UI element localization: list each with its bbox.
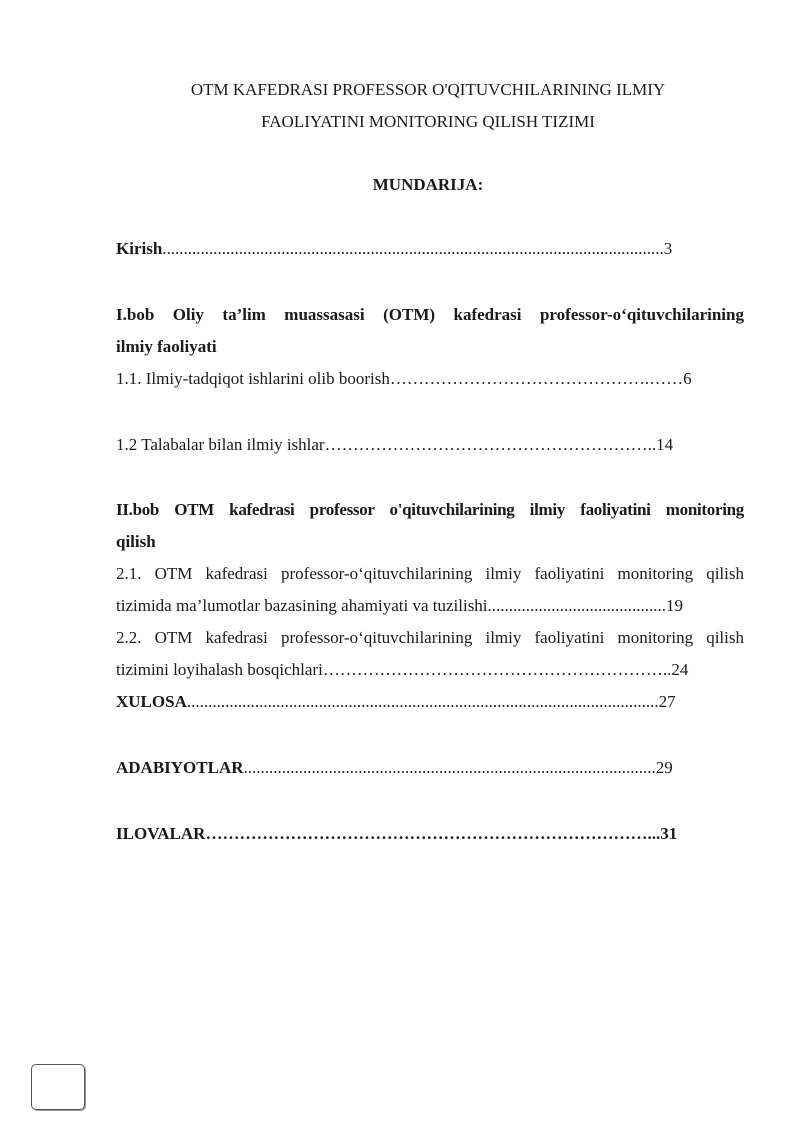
toc-chapter1-line2: [116, 331, 744, 363]
toc-entry-1-2: [116, 429, 744, 461]
toc-chapter1-title: I.bob Oliy ta’lim muassasasi (OTM) kafedrasi professor-o‘qituvchilarining: [116, 305, 744, 324]
toc-page-number: 24: [671, 660, 689, 679]
toc-entry-label: tizimida ma’lumotlar bazasining ahamiyati va tuzilishi: [116, 596, 488, 615]
toc-entry-2-1-line1: [116, 558, 744, 590]
toc-entry-label: 1.2 Talabalar bilan ilmiy ishlar: [116, 435, 325, 454]
page-number-box: [31, 1064, 85, 1110]
toc-entry-label: Kirish: [116, 239, 163, 258]
toc-entry-xulosa: [116, 686, 744, 718]
toc-chapter2-title-cont: qilish: [116, 532, 156, 551]
toc-page-number: 29: [655, 758, 673, 777]
toc-page-number: 19: [666, 596, 684, 615]
toc-entry-kirish: [116, 233, 744, 265]
toc-leader-dots: ……………………………………………………..: [322, 660, 672, 679]
toc-entry-2-1-line2: [116, 590, 744, 622]
document-title-line1: OTM KAFEDRASI PROFESSOR O'QITUVCHILARINING ILMIY: [190, 80, 666, 99]
toc-leader-dots: ……………………………………….……: [389, 369, 684, 388]
toc-leader-dots: ......................................................................................................................: [162, 239, 664, 258]
toc-chapter1-title-cont: ilmiy faoliyati: [116, 337, 217, 356]
toc-page-number: 14: [656, 435, 674, 454]
toc-chapter2-line2: [116, 526, 744, 558]
toc-page-number: 27: [658, 692, 676, 711]
toc-entry-label: 1.1. Ilmiy-tadqiqot ishlarini olib boorish: [116, 369, 390, 388]
toc-entry-label: 2.1. OTM kafedrasi professor-o‘qituvchilarining ilmiy faoliyatini monitoring qilish: [116, 564, 744, 583]
toc-entry-1-1: [116, 363, 744, 395]
toc-entry-adabiyotlar: [116, 752, 744, 784]
toc-leader-dots: ..........................................: [487, 596, 667, 615]
toc-leader-dots: .................................................................................................: [243, 758, 656, 777]
toc-entry-label: ILOVALAR: [116, 824, 206, 843]
toc-entry-label: 2.2. OTM kafedrasi professor-o‘qituvchilarining ilmiy faoliyatini monitoring qilish: [116, 628, 744, 647]
toc-chapter2-title: II.bob OTM kafedrasi professor o'qituvchilarining ilmiy faoliyatini monitoring: [116, 500, 744, 519]
toc-page-number: 31: [660, 824, 678, 843]
toc-page-number: 3: [663, 239, 673, 258]
toc-leader-dots: ...............................................................................................................: [186, 692, 659, 711]
toc-page-number: 6: [683, 369, 692, 388]
toc-entry-ilovalar: [116, 818, 744, 850]
toc-entry-2-2-line1: [116, 622, 744, 654]
toc-heading: MUNDARIJA:: [372, 175, 484, 194]
toc-chapter1-line1: [116, 299, 744, 331]
toc-leader-dots: ……………………………………………………………………...: [205, 824, 661, 843]
toc-leader-dots: …………………………………………………..: [324, 435, 657, 454]
toc-entry-label: XULOSA: [116, 692, 187, 711]
toc-chapter2-line1: [116, 494, 744, 526]
toc-entry-label: ADABIYOTLAR: [116, 758, 244, 777]
toc-entry-label: tizimini loyihalash bosqichlari: [116, 660, 323, 679]
toc-entry-2-2-line2: [116, 654, 744, 686]
document-title-line2: FAOLIYATINI MONITORING QILISH TIZIMI: [261, 112, 595, 131]
